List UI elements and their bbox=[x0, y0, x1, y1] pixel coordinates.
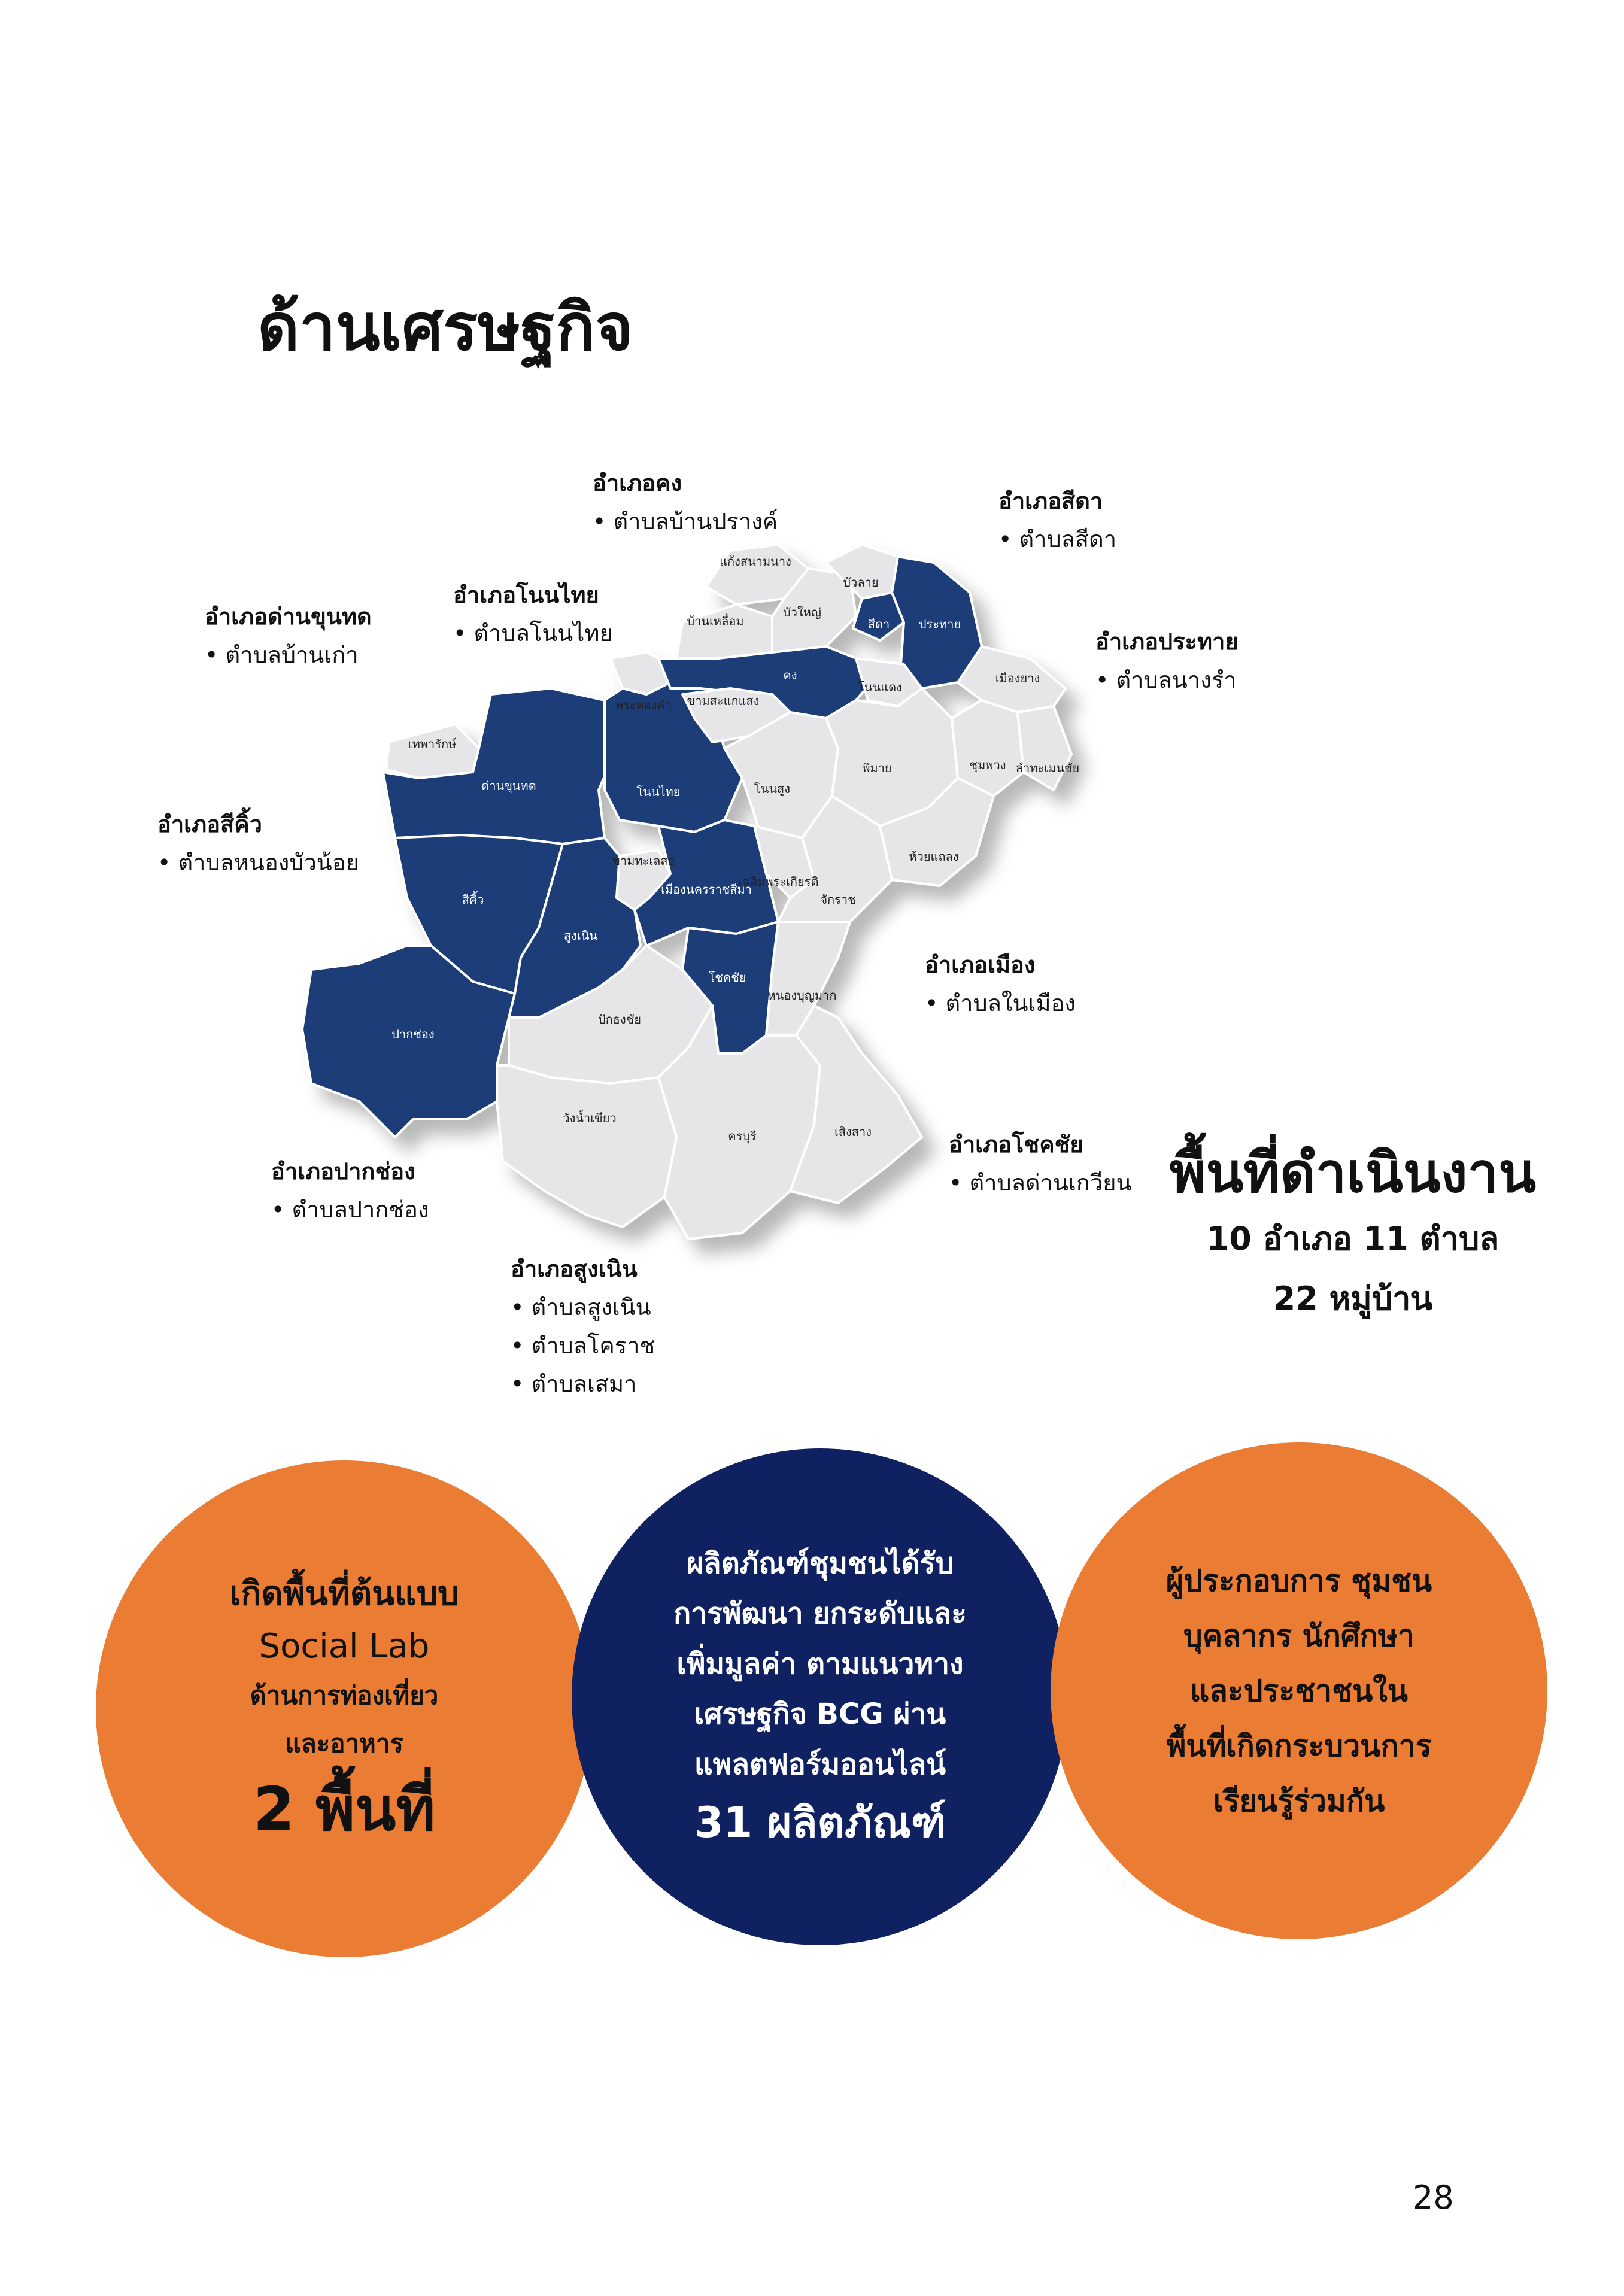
circle-text: แพลตฟอร์มออนไลน์ bbox=[694, 1748, 946, 1781]
circle-text: ผู้ประกอบการ ชุมชน bbox=[1165, 1563, 1432, 1598]
region-เทพารักษ์ bbox=[386, 724, 479, 778]
region-label: ลำทะเมนชัย bbox=[1015, 761, 1080, 775]
district-dan-khun-thot bbox=[205, 597, 372, 674]
circle-text: เกิดพื้นที่ต้นแบบ bbox=[229, 1574, 459, 1613]
district-prathai bbox=[1095, 622, 1239, 699]
region-label: โนนแดง bbox=[858, 680, 902, 694]
region-label: เฉลิมพระเกียรติ bbox=[737, 874, 819, 889]
region-label: ชุมพวง bbox=[969, 758, 1006, 772]
region-label: บ้านเหลื่อม bbox=[687, 614, 744, 628]
circle-text: และอาหาร bbox=[284, 1729, 403, 1758]
circle-stat: 31 ผลิตภัณฑ์ bbox=[694, 1798, 946, 1847]
region-label: พิมาย bbox=[862, 761, 892, 775]
subdistrict-item: • ตำบลด่านเกวียน bbox=[949, 1164, 1132, 1202]
region-label: เทพารักษ์ bbox=[408, 737, 457, 751]
district-non-thai bbox=[453, 576, 613, 652]
subdistrict-item: • ตำบลเสมา bbox=[511, 1365, 655, 1403]
district-heading: อำเภอประทาย bbox=[1095, 628, 1239, 655]
region-label: สีคิ้ว bbox=[462, 892, 484, 907]
region-label: บัวใหญ่ bbox=[783, 605, 821, 619]
district-heading: อำเภอโนนไทย bbox=[453, 582, 599, 608]
region-label: เมืองยาง bbox=[995, 671, 1040, 685]
operating-area-summary bbox=[1137, 1137, 1568, 1329]
circle-text: เรียนรู้ร่วมกัน bbox=[1213, 1784, 1385, 1818]
region-วังน้ำเขียว bbox=[497, 1065, 676, 1227]
district-heading: อำเภอสีคิ้ว bbox=[157, 811, 262, 837]
learning-process-circle bbox=[1051, 1442, 1547, 1939]
district-sung-noen bbox=[511, 1250, 655, 1403]
circle-text: ด้านการท่องเที่ยว bbox=[250, 1681, 439, 1710]
subdistrict-item: • ตำบลในเมือง bbox=[925, 984, 1076, 1022]
circle-text: เศรษฐกิจ BCG ผ่าน bbox=[694, 1697, 946, 1731]
region-label: ปากช่อง bbox=[391, 1027, 435, 1041]
subdistrict-item: • ตำบลบ้านเก่า bbox=[205, 636, 372, 674]
district-khong bbox=[593, 464, 778, 540]
operating-area-title: พื้นที่ดำเนินงาน bbox=[1169, 1141, 1537, 1205]
region-label: ขามทะเลสอ bbox=[612, 854, 675, 868]
district-heading: อำเภอโชคชัย bbox=[949, 1131, 1083, 1158]
district-heading: อำเภอสูงเนิน bbox=[511, 1256, 638, 1282]
district-chok-chai bbox=[949, 1125, 1132, 1202]
subdistrict-item: • ตำบลบ้านปรางค์ bbox=[593, 502, 778, 540]
region-label: วังน้ำเขียว bbox=[563, 1111, 617, 1125]
subdistrict-item: • ตำบลปากช่อง bbox=[271, 1190, 429, 1229]
region-label: สูงเนิน bbox=[563, 928, 598, 943]
district-sida bbox=[998, 482, 1116, 558]
region-บ้านเหลื่อม bbox=[676, 605, 772, 658]
region-label: ปักธงชัย bbox=[597, 1012, 642, 1026]
subdistrict-item: • ตำบลสีดา bbox=[998, 520, 1116, 558]
page-title: ด้านเศรษฐกิจ bbox=[257, 290, 633, 365]
subdistrict-item: • ตำบลนางรำ bbox=[1095, 661, 1239, 699]
social-lab-circle bbox=[96, 1460, 593, 1957]
region-label: ห้วยแถลง bbox=[909, 849, 959, 864]
page-number: 28 bbox=[1413, 2179, 1454, 2216]
operating-area-villages: 22 หมู่บ้าน bbox=[1273, 1280, 1433, 1317]
circle-text: Social Lab bbox=[259, 1627, 430, 1666]
region-label: หนองบุญมาก bbox=[767, 988, 837, 1003]
region-label: ครบุรี bbox=[728, 1129, 757, 1143]
circle-stat: 2 พื้นที่ bbox=[253, 1774, 436, 1844]
circle-text: พื้นที่เกิดกระบวนการ bbox=[1166, 1729, 1432, 1763]
region-label: ประทาย bbox=[918, 617, 961, 631]
region-label: โชคชัย bbox=[708, 970, 746, 985]
region-label: ขามสะแกแสง bbox=[687, 694, 760, 708]
region-label: โนนสูง bbox=[754, 782, 791, 796]
district-heading: อำเภอเมือง bbox=[925, 952, 1036, 978]
district-pak-chong bbox=[271, 1152, 429, 1229]
region-label: จักราช bbox=[820, 892, 856, 907]
region-ลำทะเมนชัย bbox=[1018, 706, 1071, 790]
region-label: เสิงสาง bbox=[834, 1125, 872, 1139]
region-label: พระทองคำ bbox=[615, 698, 672, 712]
district-heading: อำเภอคง bbox=[593, 470, 682, 496]
region-label: โนนไทย bbox=[636, 785, 681, 799]
district-heading: อำเภอด่านขุนทด bbox=[205, 603, 372, 630]
subdistrict-item: • ตำบลหนองบัวน้อย bbox=[157, 843, 359, 882]
operating-area-districts: 10 อำเภอ 11 ตำบล bbox=[1206, 1220, 1499, 1258]
district-heading: อำเภอสีดา bbox=[998, 488, 1103, 514]
district-sikhio bbox=[157, 805, 359, 882]
region-label: เมืองนครราชสีมา bbox=[661, 882, 752, 897]
circle-text: และประชาชนใน bbox=[1190, 1674, 1408, 1708]
region-label: ด่านขุนทด bbox=[481, 779, 536, 793]
subdistrict-item: • ตำบลสูงเนิน bbox=[511, 1288, 655, 1326]
circle-text: บุคลากร นักศึกษา bbox=[1183, 1618, 1414, 1653]
community-products-circle bbox=[572, 1448, 1068, 1945]
circle-text: ผลิตภัณฑ์ชุมชนได้รับ bbox=[687, 1547, 954, 1580]
region-label: สีดา bbox=[867, 617, 890, 631]
subdistrict-item: • ตำบลโคราช bbox=[511, 1326, 655, 1365]
district-heading: อำเภอปากช่อง bbox=[271, 1158, 415, 1185]
region-label: คง bbox=[783, 668, 797, 682]
region-label: แก้งสนามนาง bbox=[720, 554, 791, 569]
subdistrict-item: • ตำบลโนนไทย bbox=[453, 614, 613, 652]
region-label: บัวลาย bbox=[843, 575, 879, 590]
circle-text: เพิ่มมูลค่า ตามแนวทาง bbox=[676, 1647, 964, 1681]
circle-text: การพัฒนา ยกระดับและ bbox=[673, 1597, 967, 1630]
district-mueang bbox=[925, 946, 1076, 1022]
